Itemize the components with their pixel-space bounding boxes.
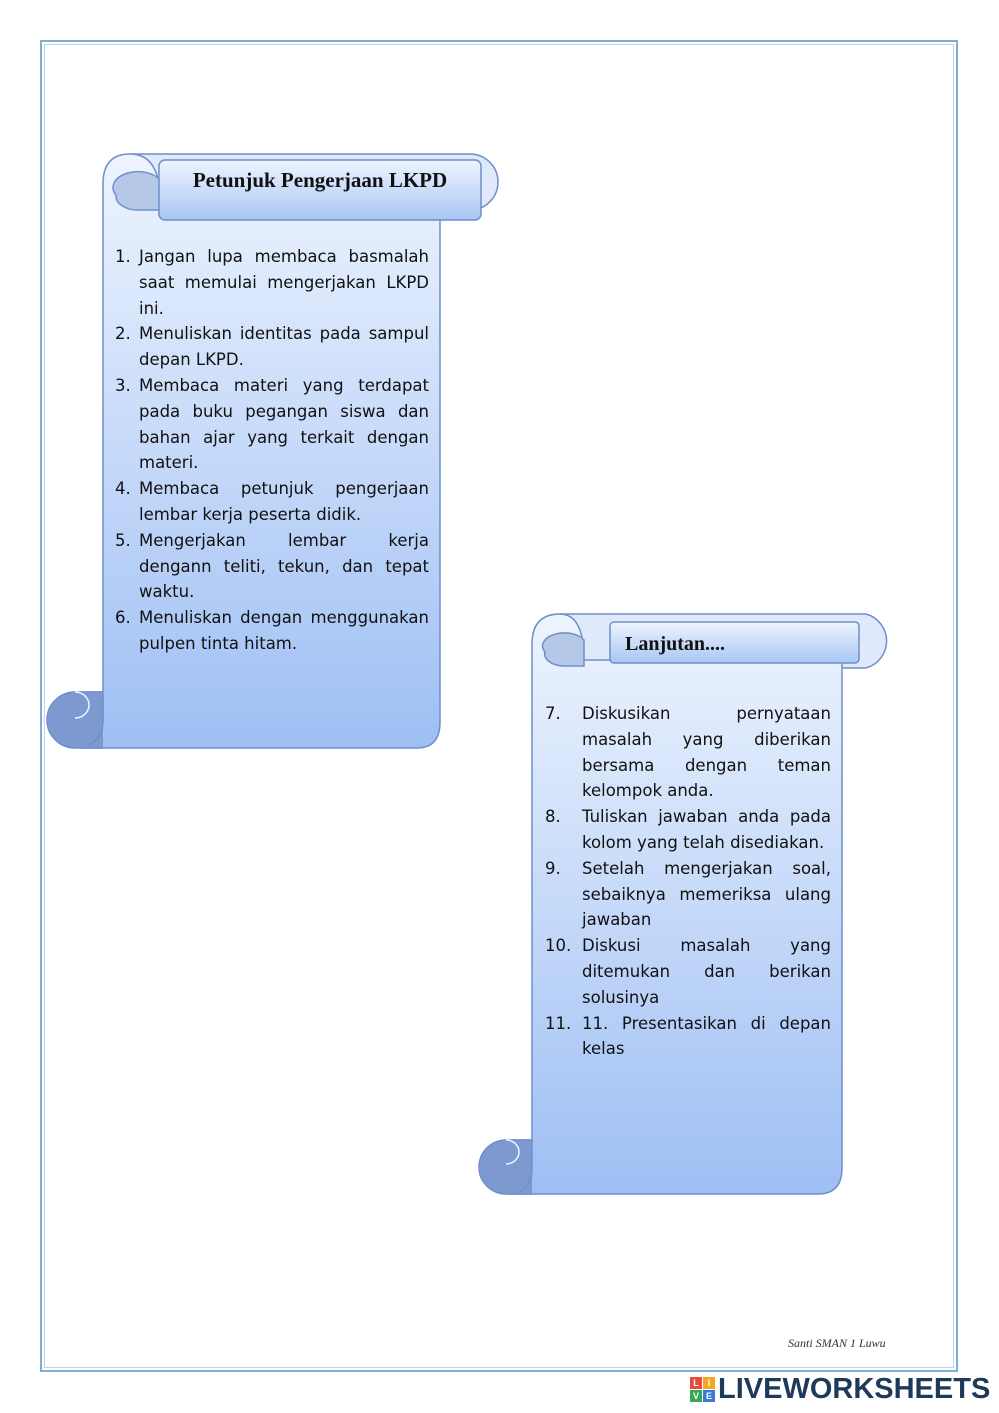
list-item: 3. Membaca materi yang terdapat pada buku pegangan siswa dan bahan ajar yang terkait dengan materi. (115, 375, 429, 473)
author-signature: Santi SMAN 1 Luwu (788, 1336, 886, 1350)
list-item: 2. Menuliskan identitas pada sampul depan LKPD. (115, 324, 429, 370)
liveworksheets-logo-icon: L I V E (690, 1377, 715, 1402)
scroll-1-steps (115, 244, 429, 657)
scroll-2-steps (545, 701, 831, 1062)
list-item: 10. Diskusi masalah yang ditemukan dan berikan solusinya (545, 936, 831, 1007)
list-item: 9. Setelah mengerjakan soal, sebaiknya memeriksa ulang jawaban (545, 858, 831, 930)
liveworksheets-brand[interactable] (690, 1372, 990, 1406)
list-item: 4. Membaca petunjuk pengerjaan lembar kerja peserta didik. (115, 479, 429, 524)
scroll-1-title: Petunjuk Pengerjaan LKPD (192, 168, 448, 192)
list-item: 5. Mengerjakan lembar kerja dengann teliti, tekun, dan tepat waktu. (115, 530, 429, 602)
liveworksheets-wordmark: LIVEWORKSHEETS (718, 1372, 991, 1405)
list-item: 6. Menuliskan dengan menggunakan pulpen tinta hitam. (115, 608, 429, 653)
list-item: 8. Tuliskan jawaban anda pada kolom yang telah disediakan. (545, 807, 831, 852)
scroll-2-title: Lanjutan.... (625, 633, 726, 655)
list-item: 1. Jangan lupa membaca basmalah saat memulai mengerjakan LKPD ini. (115, 247, 429, 318)
list-item: 7. Diskusikan pernyataan masalah yang diberikan bersama dengan teman kelompok anda. (545, 704, 831, 801)
list-item: 11. 11. Presentasikan di depan kelas (545, 1013, 831, 1059)
